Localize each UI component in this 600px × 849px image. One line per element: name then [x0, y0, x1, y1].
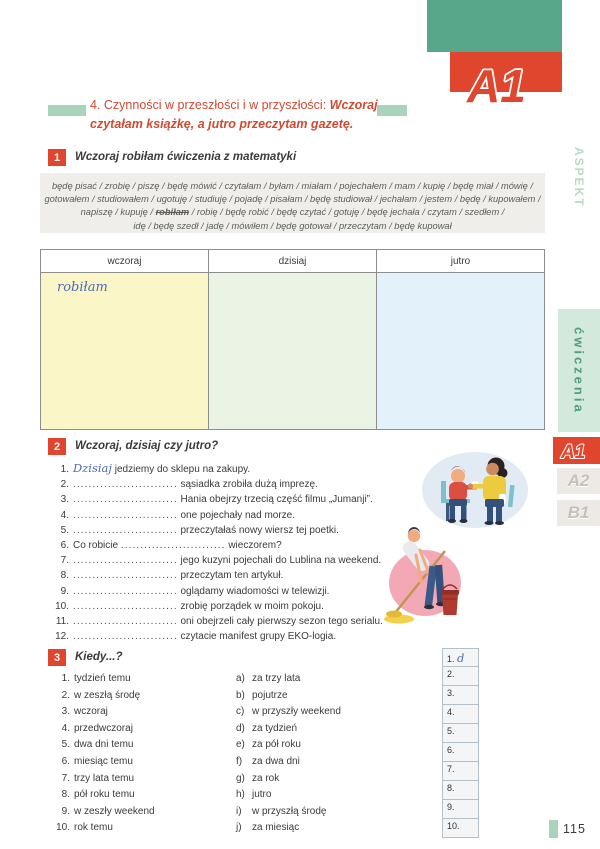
table-header-row: [41, 250, 545, 273]
item-letter: b): [236, 689, 245, 701]
handwritten-answer: robiłam: [57, 280, 108, 295]
cwiczenia-label: ćwiczenia: [571, 326, 587, 415]
exercise3-right-column: [236, 671, 341, 837]
item-letter: c): [236, 706, 245, 718]
item-number: 8.: [61, 789, 70, 801]
item-letter: h): [236, 789, 245, 801]
blank-line: ...........................: [73, 509, 178, 521]
answer-grid-cell: [442, 762, 479, 781]
lesson-title: [90, 96, 430, 134]
exercise2-item: 1. Dzisiaj jedziemy do sklepu na zakupy.: [52, 461, 472, 477]
answer-grid-cell: [442, 781, 479, 800]
lesson-title-bold2: czytałam książkę, a jutro przeczytam gazetę.: [90, 117, 354, 131]
item-number: 4.: [61, 722, 70, 734]
item-number: 4.: [60, 509, 69, 521]
exercise3-left-item: 6. miesiąc temu: [52, 754, 155, 771]
exercise2-heading: Wczoraj, dzisiaj czy jutro?: [75, 440, 219, 452]
blank-line: ...........................: [73, 494, 178, 506]
table-cell-dzisiaj: [209, 273, 377, 430]
item-number: 12.: [55, 631, 69, 643]
table-column-header: dzisiaj: [209, 250, 377, 273]
page-number-decor-bar: [549, 820, 558, 838]
item-letter: j): [236, 822, 242, 834]
exercise3-right-item: b) pojutrze: [236, 688, 341, 705]
item-number: 5.: [60, 524, 69, 536]
blank-line: ...........................: [73, 479, 178, 491]
aspect-vertical-label: ASPEKT: [572, 147, 586, 208]
blank-line: ...........................: [73, 631, 178, 643]
answer-grid-number: 9.: [447, 802, 455, 812]
word-bank: [40, 173, 545, 233]
exercise3-right-item: h) jutro: [236, 787, 341, 804]
answer-grid-number: 10.: [447, 821, 460, 831]
exercise3-heading: Kiedy...?: [75, 651, 123, 663]
answer-grid-number: 1.: [447, 654, 455, 664]
level-badge-large-text: A1: [467, 60, 526, 112]
item-number: 3.: [61, 706, 70, 718]
item-letter: d): [236, 722, 245, 734]
table-body-row: [41, 273, 545, 430]
exercise3-number-badge: 3: [48, 649, 66, 666]
exercise3-left-item: 4. przedwczoraj: [52, 721, 155, 738]
answer-grid-number: 4.: [447, 707, 455, 717]
answer-grid-cell: [442, 743, 479, 762]
exercise3-right-item: d) za tydzień: [236, 721, 341, 738]
exercise3-left-item: 5. dwa dni temu: [52, 737, 155, 754]
blank-line: ...........................: [120, 540, 226, 552]
item-number: 7.: [61, 772, 70, 784]
exercise2-item: 4. ........................... one pojechały nad morze.: [52, 508, 472, 523]
item-number: 10.: [56, 822, 70, 834]
page-number: 115: [563, 822, 586, 836]
illustration-mopping-scene: [384, 527, 461, 624]
item-letter: f): [236, 755, 243, 767]
item-number: 9.: [61, 805, 70, 817]
item-number: 9.: [60, 585, 69, 597]
answer-grid-cell: [442, 800, 479, 819]
item-letter: g): [236, 772, 245, 784]
item-number: 5.: [61, 739, 70, 751]
table-column-header: wczoraj: [41, 250, 209, 273]
answer-grid-number: 2.: [447, 669, 455, 679]
item-number: 7.: [60, 555, 69, 567]
tense-table: [40, 249, 545, 430]
exercise3-answer-grid: [442, 648, 479, 838]
answer-grid-number: 6.: [447, 745, 455, 755]
handwritten-answer: d: [457, 651, 465, 665]
word-bank-line: idę / będę szedł / jadę / mówiłem / będę gotował / przeczytam / będę kupował: [133, 220, 452, 231]
answer-grid-cell: [442, 686, 479, 705]
exercise3-left-item: 10. rok temu: [52, 820, 155, 837]
item-number: 6.: [60, 540, 69, 552]
item-number: 10.: [55, 600, 69, 612]
exercise2-item: 3. ........................... Hania obejrzy trzecią część filmu „Jumanji”.: [52, 492, 472, 507]
answer-grid-number: 5.: [447, 726, 455, 736]
lesson-title-prefix: 4. Czynności w przeszłości i w przyszłości:: [90, 98, 330, 112]
answer-grid-cell: [442, 724, 479, 743]
exercise1-heading: Wczoraj robiłam ćwiczenia z matematyki: [75, 151, 297, 163]
exercise3-right-item: j) za miesiąc: [236, 820, 341, 837]
word-bank-line: będę pisać / zrobię / piszę / będę mówić / czytałam / byłam / miałam / pojechałem / mam / kupię / będę miał / mówię /: [51, 181, 534, 191]
exercise2-item: 6. Co robicie ........................... wieczorem?: [52, 538, 472, 553]
exercise2-item: 9. ........................... oglądamy wiadomości w telewizji.: [52, 584, 472, 599]
sidebar-level-a2: A2: [557, 468, 600, 494]
exercise2-item: 11. ........................... oni obejrzeli cały pierwszy sezon tego serialu.: [52, 614, 472, 629]
blank-line: ...........................: [73, 570, 178, 582]
exercise3-right-item: e) za pół roku: [236, 737, 341, 754]
exercise3-left-item: 3. wczoraj: [52, 704, 155, 721]
item-number: 2.: [60, 479, 69, 491]
blank-line: ...........................: [73, 524, 178, 536]
exercise2-item: 2. ........................... sąsiadka zrobiła dużą imprezę.: [52, 477, 472, 492]
illustration-family-scene: [422, 452, 528, 528]
answer-grid-cell: [442, 648, 479, 667]
item-number: 6.: [61, 755, 70, 767]
item-number: 11.: [55, 616, 69, 628]
answer-grid-number: 3.: [447, 688, 455, 698]
illustration: [383, 443, 563, 638]
blank-line: ...........................: [73, 600, 178, 612]
exercise2-item: 8. ........................... przeczytam ten artykuł.: [52, 568, 472, 583]
exercise2-item: 5. ........................... przeczytałaś nowy wiersz tej poetki.: [52, 523, 472, 538]
exercise2-item: 12. ........................... czytacie manifest grupy EKO-logia.: [52, 629, 472, 644]
exercise3-right-item: a) za trzy lata: [236, 671, 341, 688]
item-number: 3.: [60, 494, 69, 506]
answer-grid-cell: [442, 819, 479, 838]
item-number: 2.: [61, 689, 70, 701]
word-bank-line: gotowałem / studiowałem / ugotuję / studiuję / pojadę / pisałam / będę studiował / jechałam / jestem / będę / kupowałem /: [44, 194, 541, 205]
handwritten-answer: Dzisiaj: [73, 461, 112, 475]
item-letter: a): [236, 673, 245, 684]
exercise3-left-item: 9. w zeszły weekend: [52, 804, 155, 821]
exercise3-left-item: 2. w zeszłą środę: [52, 688, 155, 705]
blank-line: ...........................: [73, 555, 178, 567]
exercise3-left-item: 7. trzy lata temu: [52, 771, 155, 788]
exercise2-item: 10. ........................... zrobię porządek w moim pokoju.: [52, 599, 472, 614]
word-bank-line: napiszę / kupuję / robiłam / robię / będę robić / będę czytać / gotuję / będę jechała / czytam / szedłem /: [80, 207, 505, 218]
exercise2-item: 7. ........................... jego kuzyni pojechali do Lublina na weekend.: [52, 553, 472, 568]
exercise1-number-badge: 1: [48, 149, 66, 166]
sidebar-level-b1: B1: [557, 500, 600, 526]
exercise3-right-item: c) w przyszły weekend: [236, 704, 341, 721]
answer-grid-cell: [442, 705, 479, 724]
blank-line: ...........................: [73, 585, 178, 597]
title-decor-bar-left: [48, 105, 86, 116]
item-number: 1.: [61, 673, 70, 684]
table-column-header: jutro: [377, 250, 545, 273]
cwiczenia-tab: [558, 309, 600, 432]
item-number: 8.: [60, 570, 69, 582]
answer-grid-number: 7.: [447, 764, 455, 774]
item-letter: i): [236, 805, 242, 817]
exercise3-right-item: i) w przyszłą środę: [236, 804, 341, 821]
item-letter: e): [236, 739, 245, 751]
item-number: 1.: [60, 464, 69, 475]
table-cell-jutro: [377, 273, 545, 430]
level-badge-large: [453, 56, 565, 112]
word-bank-struck-word: robiłam: [155, 207, 190, 218]
exercise3-left-item: 8. pół roku temu: [52, 787, 155, 804]
blank-line: ...........................: [73, 616, 178, 628]
exercise3-left-item: 1. tydzień temu: [52, 671, 155, 688]
table-cell-wczoraj: [41, 273, 209, 430]
exercise3-right-item: g) za rok: [236, 771, 341, 788]
corner-green-block: [427, 0, 562, 52]
exercise3-left-column: [52, 671, 155, 837]
answer-grid-number: 8.: [447, 783, 455, 793]
exercise3-right-item: f) za dwa dni: [236, 754, 341, 771]
level-a1-text: A1: [560, 441, 585, 463]
exercise2-number-badge: 2: [48, 438, 66, 455]
answer-grid-cell: [442, 667, 479, 686]
lesson-title-bold1: Wczoraj: [329, 98, 378, 112]
